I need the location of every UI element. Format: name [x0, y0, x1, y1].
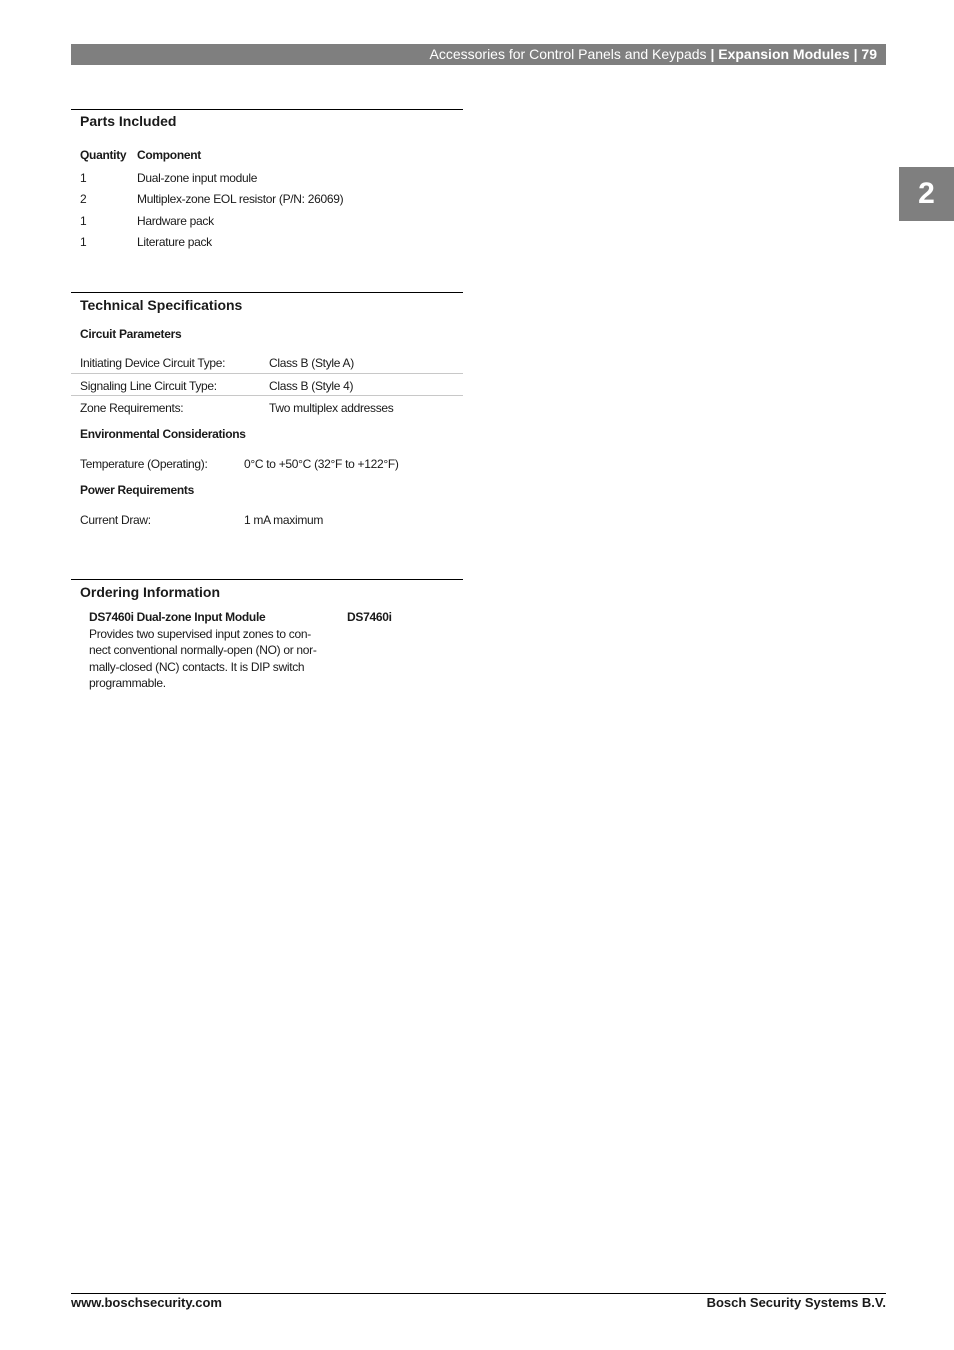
page-header	[71, 44, 886, 65]
product-name: DS7460i Dual-zone Input Module	[89, 610, 266, 624]
row-divider	[71, 395, 463, 396]
header-chapter: Expansion Modules	[718, 46, 850, 62]
spec-value: Two multiplex addresses	[269, 401, 394, 415]
footer-company: Bosch Security Systems B.V.	[706, 1295, 886, 1310]
spec-value: 0°C to +50°C (32°F to +122°F)	[244, 457, 399, 471]
spec-label: Current Draw:	[80, 513, 151, 527]
col-header-component: Component	[137, 148, 201, 162]
footer-website: www.boschsecurity.com	[71, 1295, 222, 1310]
product-description	[89, 626, 329, 691]
description-line: Provides two supervised input zones to con-	[89, 627, 311, 641]
section-divider	[71, 579, 463, 580]
header-separator: |	[853, 46, 858, 62]
part-component: Hardware pack	[137, 214, 214, 228]
parts-included-title: Parts Included	[80, 113, 177, 129]
spec-label: Initiating Device Circuit Type:	[80, 356, 226, 370]
environmental-heading: Environmental Considerations	[80, 427, 246, 441]
footer-divider	[71, 1293, 886, 1294]
spec-value: Class B (Style A)	[269, 356, 354, 370]
page-number: 79	[861, 46, 877, 62]
col-header-quantity: Quantity	[80, 148, 127, 162]
description-line: nect conventional normally-open (NO) or nor-	[89, 643, 317, 658]
spec-label: Zone Requirements:	[80, 401, 184, 415]
spec-value: Class B (Style 4)	[269, 379, 354, 393]
product-code: DS7460i	[347, 610, 392, 624]
spec-value: 1 mA maximum	[244, 513, 324, 527]
spec-label: Signaling Line Circuit Type:	[80, 379, 217, 393]
chapter-tab: 2	[899, 167, 954, 221]
part-qty: 1	[80, 171, 87, 185]
part-component: Literature pack	[137, 235, 212, 249]
section-divider	[71, 109, 463, 110]
part-qty: 2	[80, 192, 87, 206]
description-line: mally-closed (NC) contacts. It is DIP switch	[89, 659, 305, 674]
ordering-title: Ordering Information	[80, 584, 220, 600]
description-line: programmable.	[89, 675, 166, 690]
row-divider	[71, 373, 463, 374]
header-separator: |	[710, 46, 715, 62]
circuit-parameters-heading: Circuit Parameters	[80, 327, 182, 341]
power-heading: Power Requirements	[80, 483, 194, 497]
header-section: Accessories for Control Panels and Keypads	[429, 46, 707, 62]
part-qty: 1	[80, 214, 87, 228]
part-component: Multiplex-zone EOL resistor (P/N: 26069)	[137, 192, 344, 206]
part-qty: 1	[80, 235, 87, 249]
tech-specs-title: Technical Specifications	[80, 297, 243, 313]
section-divider	[71, 292, 463, 293]
spec-label: Temperature (Operating):	[80, 457, 208, 471]
part-component: Dual-zone input module	[137, 171, 258, 185]
